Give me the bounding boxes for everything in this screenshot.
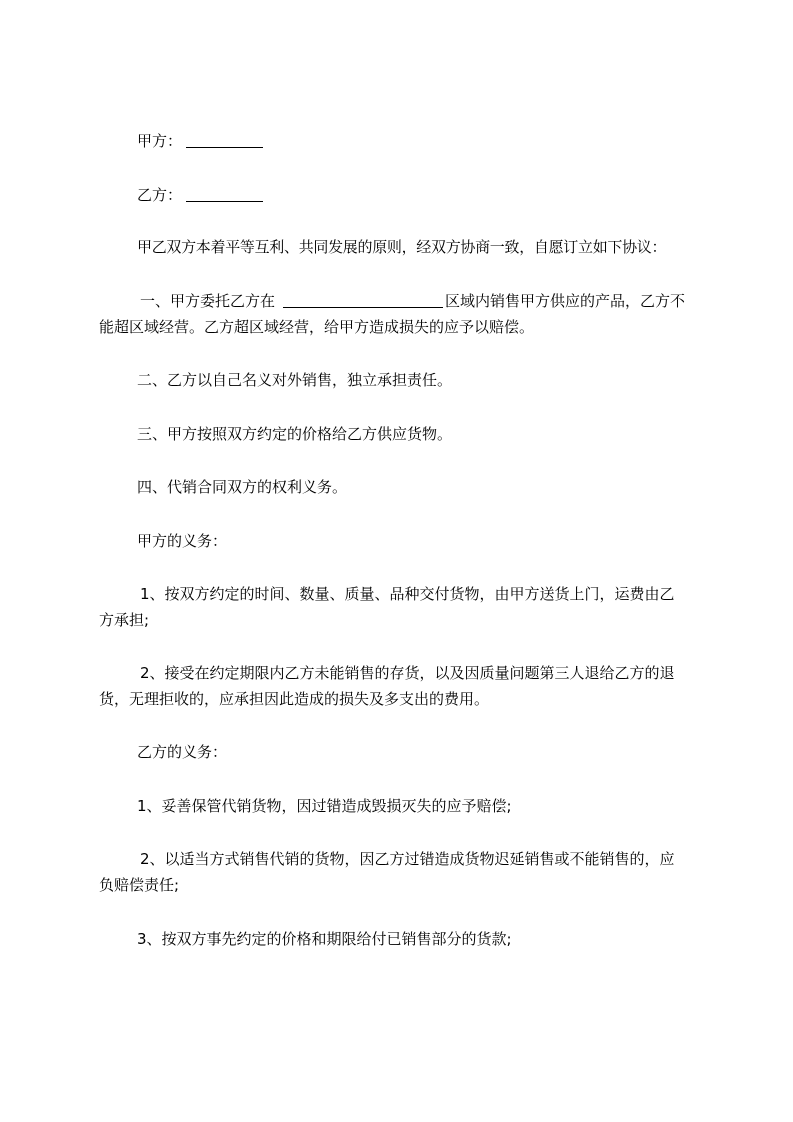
party-b-duties-heading-text: 乙方的义务： [137,743,228,761]
party-a-duties-heading-text: 甲方的义务： [137,532,228,550]
party-b-blank[interactable] [186,187,263,202]
party-a-label: 甲方： [137,132,183,150]
clause-3-text: 三、甲方按照双方约定的价格给乙方供应货物。 [137,425,453,443]
party-b-duty-3-text: 3、按双方事先约定的价格和期限给付已销售部分的货款; [137,930,512,948]
clause-4-text: 四、代销合同双方的权利义务。 [137,478,348,496]
clause-1-continuation: 能超区域经营。乙方超区域经营，给甲方造成损失的应予以赔偿。 [99,318,535,336]
clause-1-part-2: 区域内销售甲方供应的产品，乙方不 [445,292,686,310]
party-a-duty-2-text: 2、接受在约定期限内乙方未能销售的存货，以及因质量问题第三人退给乙方的退 [140,664,675,682]
clause-1-part-1: 一、甲方委托乙方在 [140,292,276,310]
party-a-duty-1-continuation: 方承担; [99,611,150,629]
party-a-blank[interactable] [186,133,263,148]
intro-text: 甲乙双方本着平等互利、共同发展的原则，经双方协商一致，自愿订立如下协议： [137,238,667,256]
party-a-duty-1-text: 1、按双方约定的时间、数量、质量、品种交付货物，由甲方送货上门，运费由乙 [140,585,675,603]
region-blank[interactable] [283,293,443,308]
clause-2-text: 二、乙方以自己名义对外销售，独立承担责任。 [137,371,453,389]
party-b-duty-2-continuation: 负赔偿责任; [99,876,180,894]
party-b-duty-1-text: 1、妥善保管代销货物，因过错造成毁损灭失的应予赔偿; [137,797,512,815]
party-b-label: 乙方： [137,186,183,204]
party-b-duty-2-text: 2、以适当方式销售代销的货物，因乙方过错造成货物迟延销售或不能销售的，应 [140,850,675,868]
party-a-duty-2-continuation: 货，无理拒收的，应承担因此造成的损失及多支出的费用。 [99,690,490,708]
